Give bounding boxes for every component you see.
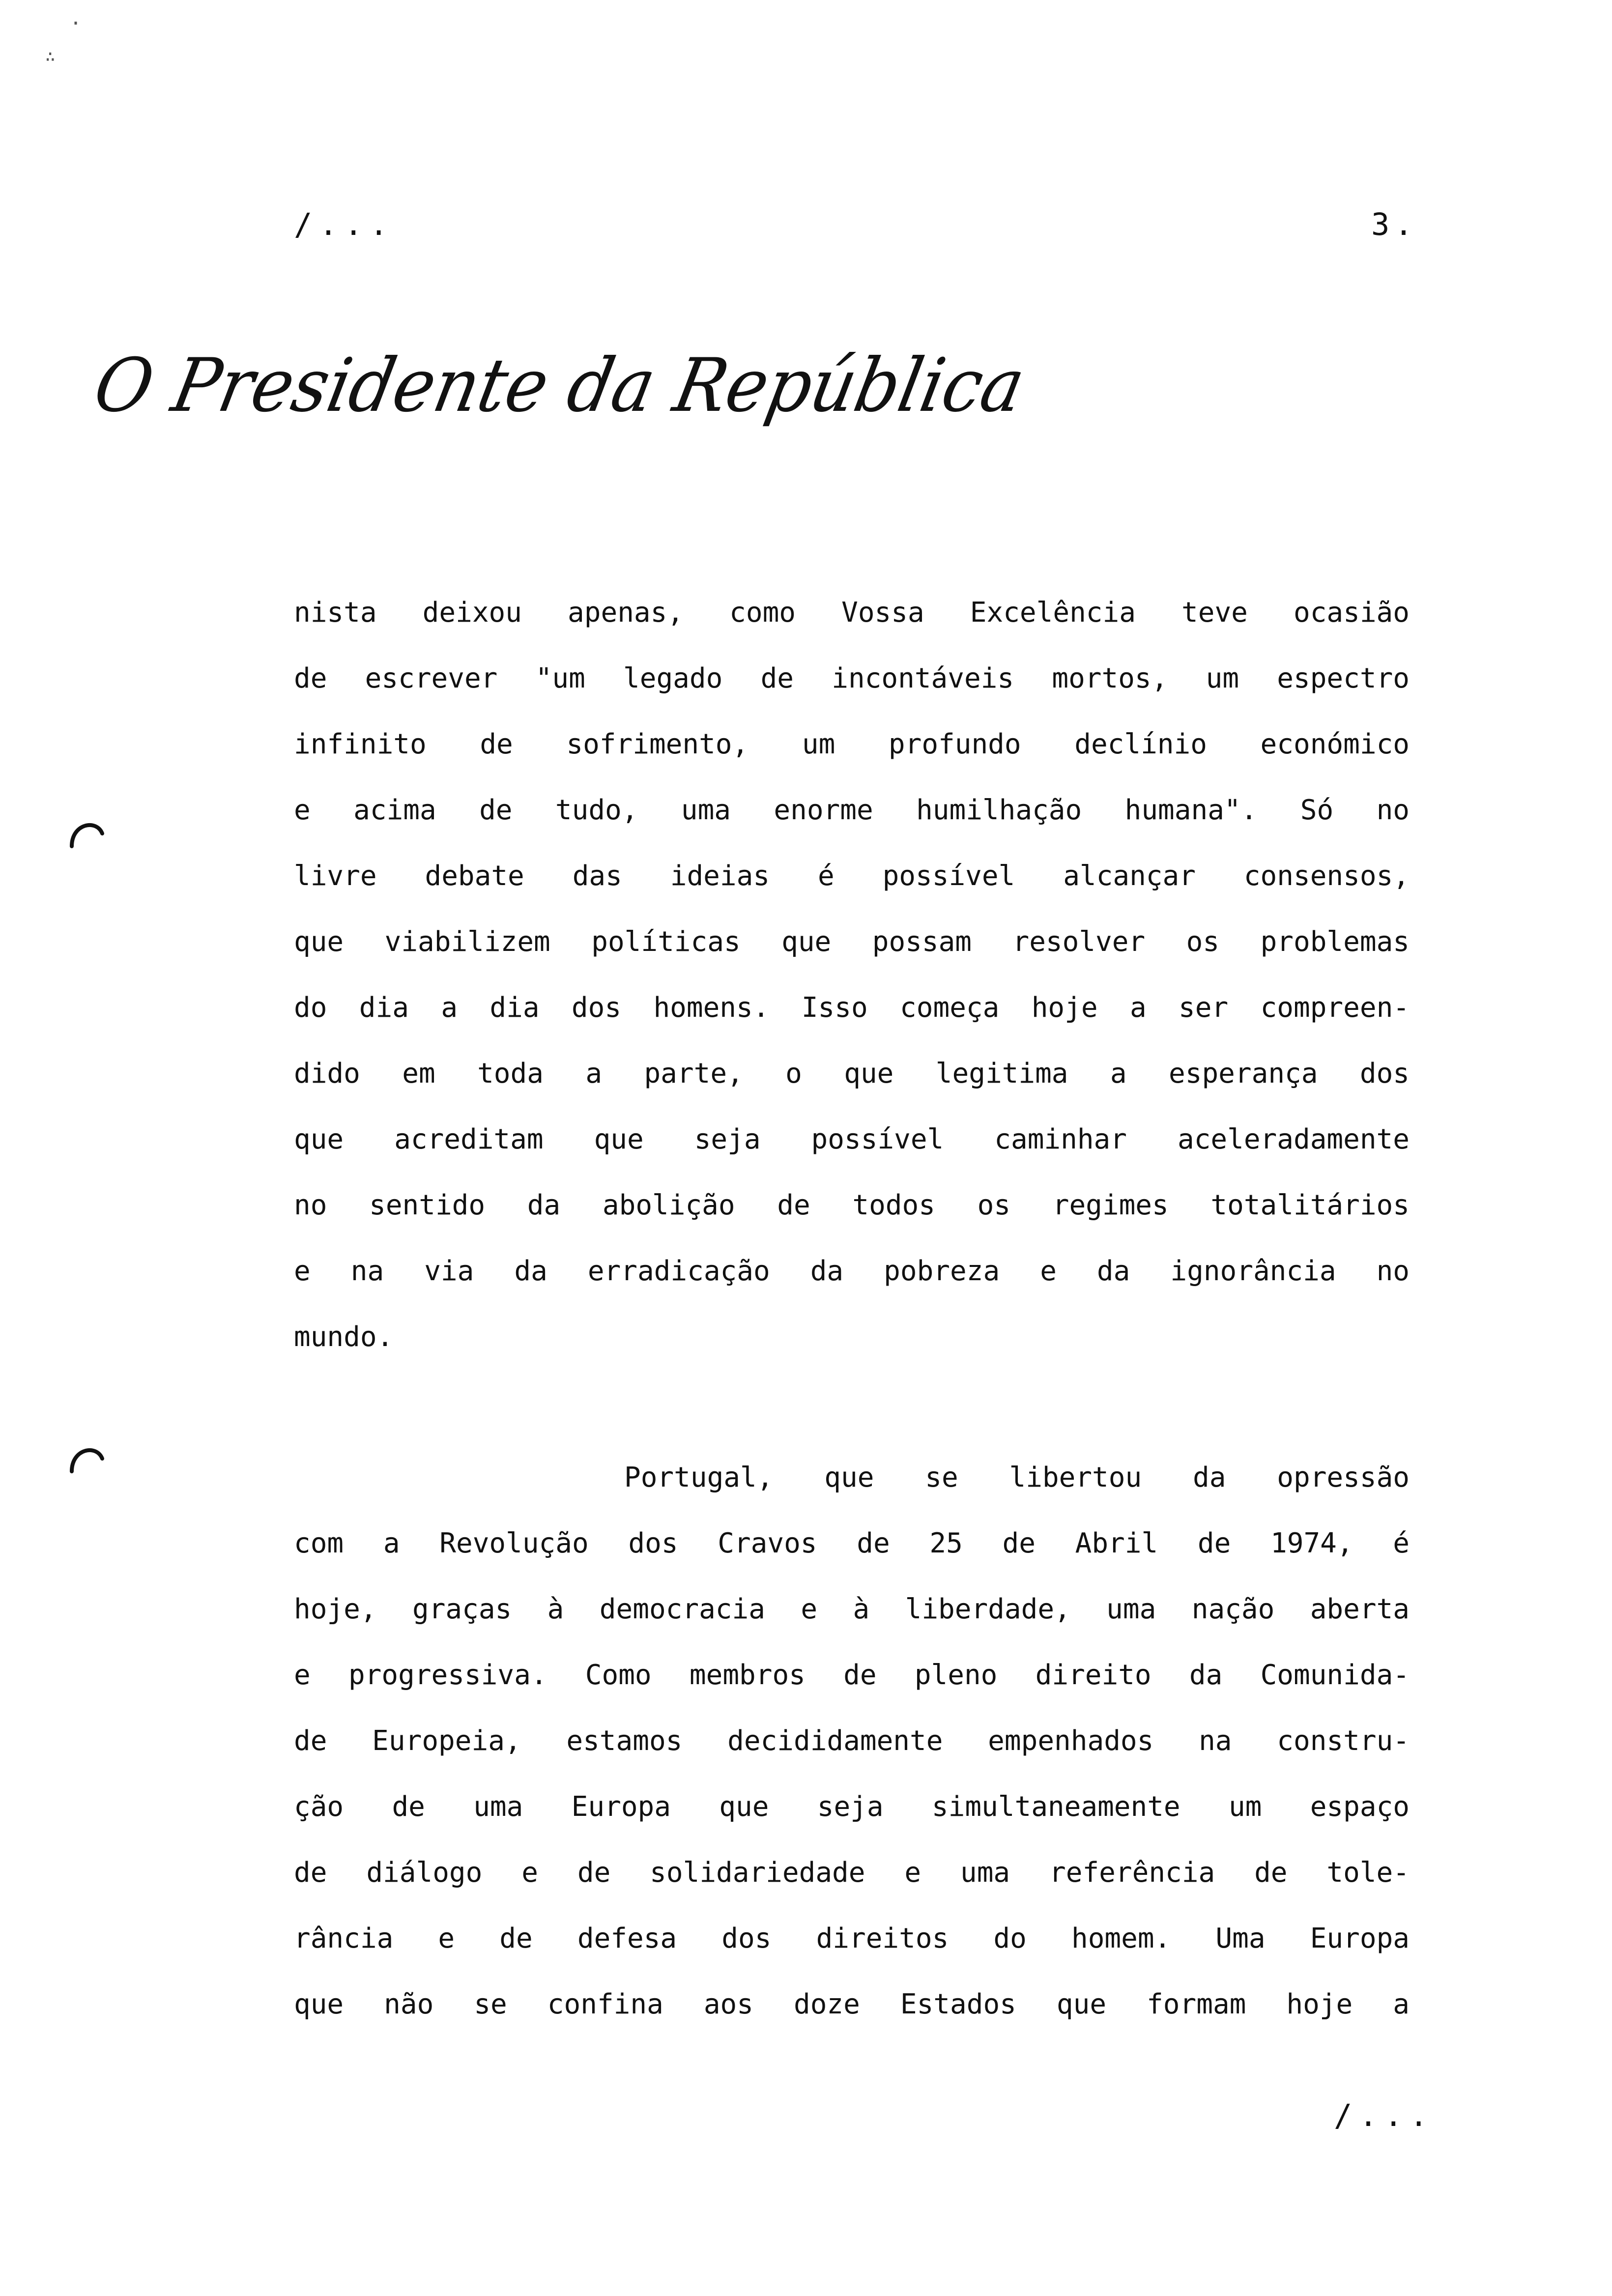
text-line: dido em toda a parte, o que legitima a esperança dos: [294, 1058, 1410, 1090]
binder-hole-arc: [68, 1439, 105, 1476]
scan-speck: ∴: [45, 47, 56, 66]
page-number: 3.: [1371, 206, 1418, 242]
text-line: com a Revolução dos Cravos de 25 de Abril de 1974, é: [294, 1527, 1410, 1559]
text-line: infinito de sofrimento, um profundo declínio económico: [294, 728, 1410, 760]
text-line: e na via da erradicação da pobreza e da ignorância no: [294, 1255, 1410, 1287]
letterhead-title: O Presidente da República: [87, 343, 1032, 429]
binder-hole-arc: [68, 814, 105, 851]
text-line: mundo.: [294, 1321, 394, 1353]
text-line: de escrever "um legado de incontáveis mortos, um espectro: [294, 662, 1410, 694]
text-line: de Europeia, estamos decididamente empenhados na constru-: [294, 1725, 1410, 1757]
body-paragraph-2: [294, 1445, 1410, 2038]
text-line: hoje, graças à democracia e à liberdade, uma nação aberta: [294, 1593, 1410, 1625]
text-line: nista deixou apenas, como Vossa Excelência teve ocasião: [294, 597, 1410, 629]
text-line: e progressiva. Como membros de pleno direito da Comunida-: [294, 1659, 1410, 1691]
text-line: ção de uma Europa que seja simultaneamente um espaço: [294, 1791, 1410, 1823]
text-line: que não se confina aos doze Estados que formam hoje a: [294, 1988, 1410, 2020]
text-line: e acima de tudo, uma enorme humilhação humana". Só no: [294, 794, 1410, 826]
text-line: do dia a dia dos homens. Isso começa hoje a ser compreen-: [294, 992, 1410, 1024]
header-continuation-mark: /...: [294, 206, 395, 242]
text-line: que acreditam que seja possível caminhar aceleradamente: [294, 1123, 1410, 1155]
text-line: rância e de defesa dos direitos do homem. Uma Europa: [294, 1923, 1410, 1954]
scan-speck: ·: [70, 12, 82, 35]
footer-continuation-mark: /...: [1334, 2097, 1435, 2133]
text-line: no sentido da abolição de todos os regimes totalitários: [294, 1189, 1410, 1221]
text-line: Portugal, que se libertou da opressão: [624, 1462, 1410, 1493]
text-line: que viabilizem políticas que possam resolver os problemas: [294, 926, 1410, 958]
body-paragraph-1: [294, 580, 1410, 1370]
text-line: de diálogo e de solidariedade e uma referência de tole-: [294, 1857, 1410, 1889]
text-line: livre debate das ideias é possível alcançar consensos,: [294, 860, 1410, 892]
